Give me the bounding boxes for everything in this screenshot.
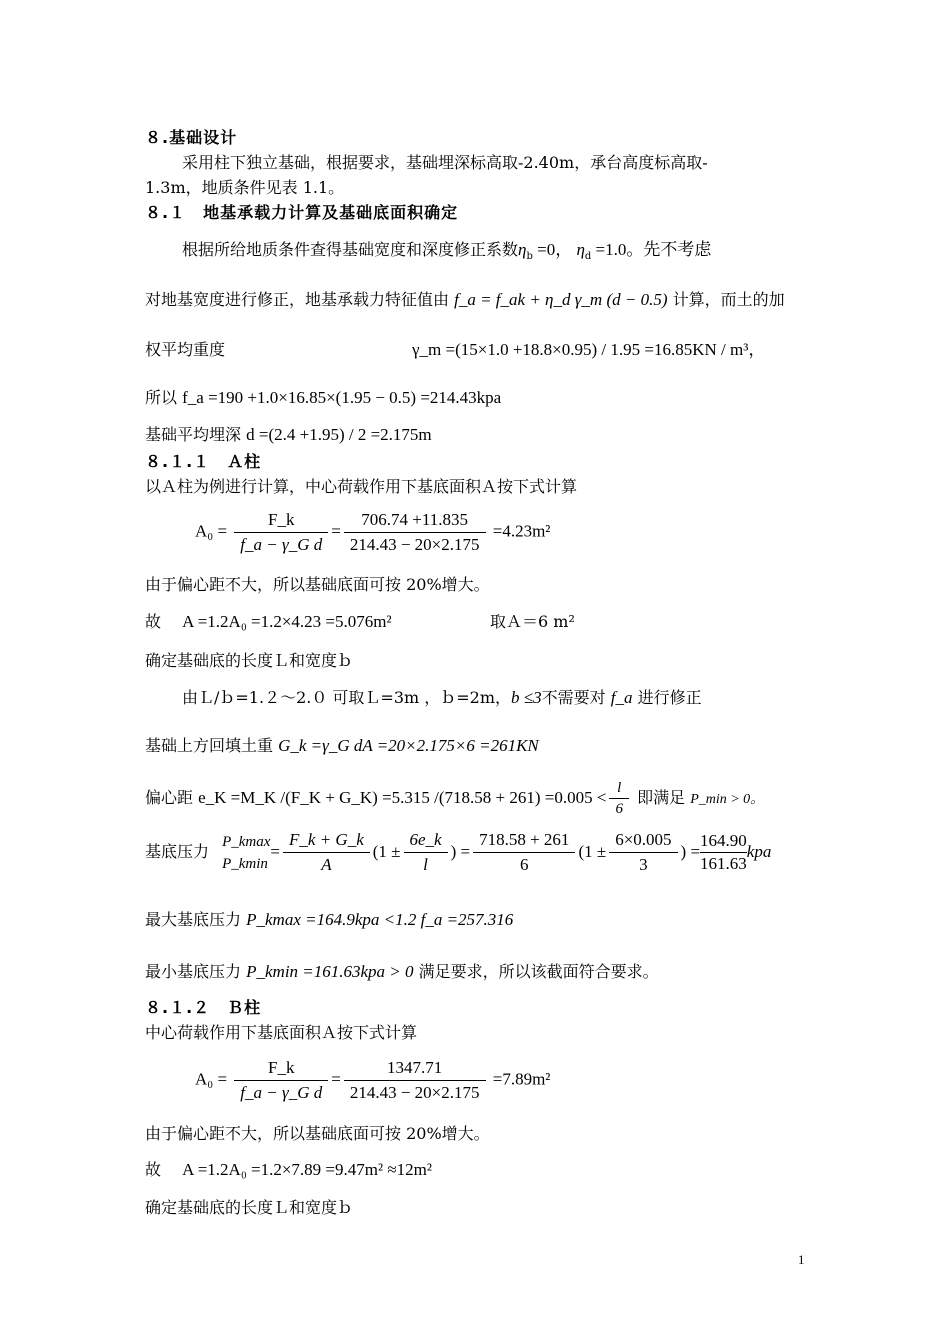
eta-sub-d: d (584, 251, 592, 263)
a-formula: A =1.2A₀ =1.2×4.23 =5.076m² (182, 612, 392, 631)
paragraph-7 (145, 612, 392, 632)
para-9-text: 由Ｌ/ｂ=1.２～2.０ 可取Ｌ=3m ，ｂ=2m， (182, 688, 512, 707)
fa-symbol: f_a (610, 688, 633, 707)
l-over-6-den: 6 (615, 801, 623, 817)
para-3-prefix: 所以 (145, 388, 178, 407)
paragraph-12: 基底压力 P_kmax P_kmin = $\frac{F\_k + G\_k}{A}$ (1 ± $\frac{6e\_k}{l}$ ) = $\frac{718.58 + 261}{6}$ (1 ± $\frac{6\times 0.005}{3}$ ) = $\frac{164.90}{161.63}$ kpa (145, 830, 772, 874)
paragraph-14 (145, 962, 659, 982)
b-condition: b ≤3 (511, 688, 542, 707)
eq-b0-num2: 1347.71 (344, 1058, 486, 1081)
para-2b-text: 对地基宽度进行修正，地基承载力特征值由 (145, 290, 450, 309)
eq-a0-frac1 (234, 510, 328, 555)
pk-stack (222, 831, 270, 875)
pressure-mid1: (1 ± (372, 842, 401, 861)
pkmax-label: P_kmax (222, 833, 271, 850)
page-number: 1 (798, 1252, 805, 1267)
pressure-mid4: ) = (680, 842, 701, 861)
para-10-prefix: 基础上方回填土重 (145, 736, 274, 755)
pressure-num1: F_k + G_k (283, 830, 370, 853)
paragraph-17 (145, 1160, 432, 1180)
eq-a0-num2: 706.74 +11.835 (344, 510, 486, 533)
pressure-result-top: 164.90 (700, 830, 747, 853)
eq-a0-num1: F_k (234, 510, 328, 533)
paragraph-3 (145, 388, 501, 408)
para-14-tail: 满足要求，所以该截面符合要求。 (418, 962, 659, 981)
paragraph-2a: 根据所给地质条件查得基础宽度和深度修正系数$\eta_b =0$， $\eta_d =1.0$。先不考虑 (182, 240, 712, 263)
eq-b0-result: =7.89m² (492, 1069, 551, 1089)
pressure-result-stack (700, 830, 747, 875)
para-2a-eq1: =0， (532, 240, 573, 259)
d-formula: d =(2.4 +1.95) / 2 =2.175m (246, 425, 432, 444)
area-choice: 取Ａ＝6 m² (490, 612, 575, 631)
para-12-prefix: 基底压力 (145, 842, 210, 861)
paragraph-2b (145, 290, 785, 310)
pressure-den4: 3 (639, 855, 648, 874)
gamma-m-formula: γ_m =(15×1.0 +18.8×0.95) / 1.95 =16.85KN / m³， (412, 340, 766, 359)
eccentricity-formula: e_K =M_K /(F_K + G_K) =5.315 /(718.58 + 261) =0.005 < (198, 788, 607, 807)
fa-formula: f_a = f_ak + η_d γ_m (d − 0.5) (454, 290, 668, 309)
eq-a0-left: A₀ = (195, 521, 228, 541)
pressure-den2: l (423, 855, 428, 874)
equation-a0: A₀ = $\frac{F\_k}{\text{f\_a − γ\_G d}}$ = $\frac{706.74 +11.835}{214.43 - 20\times 2.175}$ =4.23m² (195, 510, 551, 554)
equation-b0: A₀ = $\frac{F\_k}{\text{f\_a − γ\_G d}}$ = $\frac{1347.71}{214.43 - 20\times 2.175}$ =7.89m² (195, 1058, 551, 1102)
b-area-formula: A =1.2A₀ =1.2×7.89 =9.47m² ≈12m² (182, 1160, 432, 1179)
para-4-prefix: 基础平均埋深 (145, 425, 242, 444)
pressure-frac1 (283, 830, 370, 875)
paragraph-4 (145, 425, 432, 445)
para-2a-text: 根据所给地质条件查得基础宽度和深度修正系数 (182, 240, 519, 259)
gk-formula: G_k =γ_G dA =20×2.175×6 =261KN (278, 736, 539, 755)
heading-8: ８.基础设计 (145, 128, 238, 147)
eq-a0-den1: f_a − γ_G d (240, 535, 323, 554)
eq-b0-frac2 (344, 1058, 486, 1103)
paragraph-11 (145, 780, 764, 817)
paragraph-13 (145, 910, 513, 930)
eq-b0-left: A₀ = (195, 1069, 228, 1089)
paragraph-1a: 采用柱下独立基础，根据要求，基础埋深标高取-2.40m，承台高度标高取- (182, 153, 708, 172)
para-9-tail: 不需要对 (541, 688, 606, 707)
paragraph-15: 中心荷载作用下基底面积Ａ按下式计算 (145, 1023, 418, 1042)
paragraph-8: 确定基础底的长度Ｌ和宽度ｂ (145, 651, 354, 670)
eta-symbol: η (518, 240, 527, 259)
pressure-den1: A (321, 855, 332, 874)
para-17-prefix: 故 (145, 1160, 162, 1179)
l-over-6-num: l (609, 780, 629, 799)
para-9-end: 进行修正 (637, 688, 702, 707)
paragraph-18: 确定基础底的长度Ｌ和宽度ｂ (145, 1198, 354, 1217)
para-11-tail: 即满足 (637, 788, 686, 807)
heading-8-1-1: ８.１.１ Ａ柱 (145, 452, 262, 471)
pmin-condition: P_min > 0。 (690, 792, 765, 807)
pressure-num4: 6×0.005 (609, 830, 677, 853)
eq-a0-den2: 214.43 − 20×2.175 (349, 535, 480, 554)
eq-b0-den1: f_a − γ_G d (240, 1083, 323, 1102)
pkmin-label: P_kmin (222, 855, 268, 872)
paragraph-6: 由于偏心距不大，所以基础底面可按 20%增大。 (145, 575, 490, 594)
eq-b0-den2: 214.43 − 20×2.175 (349, 1083, 480, 1102)
fa-result-formula: f_a =190 +1.0×16.85×(1.95 − 0.5) =214.43kpa (182, 388, 502, 407)
pressure-mid3: (1 ± (578, 842, 607, 861)
para-2a-eq2: =1.0。先不考虑 (591, 240, 712, 259)
paragraph-5: 以Ａ柱为例进行计算，中心荷载作用下基底面积Ａ按下式计算 (145, 477, 578, 496)
pressure-mid2: ) = (450, 842, 471, 861)
para-7-prefix: 故 (145, 612, 162, 631)
para-13-prefix: 最大基底压力 (145, 910, 242, 929)
pressure-result-bottom: 161.63 (700, 854, 747, 873)
pressure-unit: kpa (746, 842, 772, 861)
eq-b0-frac1 (234, 1058, 328, 1103)
paragraph-1b: 1.3m，地质条件见表 1.1。 (145, 178, 345, 197)
heading-8-1: ８.１ 地基承载力计算及基础底面积确定 (145, 203, 459, 222)
para-11-prefix: 偏心距 (145, 788, 194, 807)
eq-b0-num1: F_k (234, 1058, 328, 1081)
eta-sub-b: b (526, 251, 533, 263)
pressure-num2: 6e_k (404, 830, 448, 853)
paragraph-2c (145, 340, 225, 360)
pressure-num3: 718.58 + 261 (473, 830, 575, 853)
pkmax-formula: P_kmax =164.9kpa <1.2 f_a =257.316 (246, 910, 514, 929)
pkmin-formula: P_kmin =161.63kpa > 0 (246, 962, 414, 981)
l-over-6 (609, 780, 629, 817)
para-14-prefix: 最小基底压力 (145, 962, 242, 981)
eq-a0-frac2 (344, 510, 486, 555)
paragraph-16: 由于偏心距不大，所以基础底面可按 20%增大。 (145, 1124, 490, 1143)
eq-a0-result: =4.23m² (492, 521, 551, 541)
paragraph-9 (182, 688, 702, 708)
para-2c-text: 权平均重度 (145, 340, 226, 359)
heading-8-1-2: ８.１.２ Ｂ柱 (145, 998, 262, 1017)
pressure-den3: 6 (520, 855, 529, 874)
pressure-frac2 (404, 830, 448, 875)
pressure-frac4 (609, 830, 677, 875)
para-2b-tail: 计算，而土的加 (672, 290, 785, 309)
paragraph-10 (145, 736, 539, 756)
pressure-frac3 (473, 830, 575, 875)
